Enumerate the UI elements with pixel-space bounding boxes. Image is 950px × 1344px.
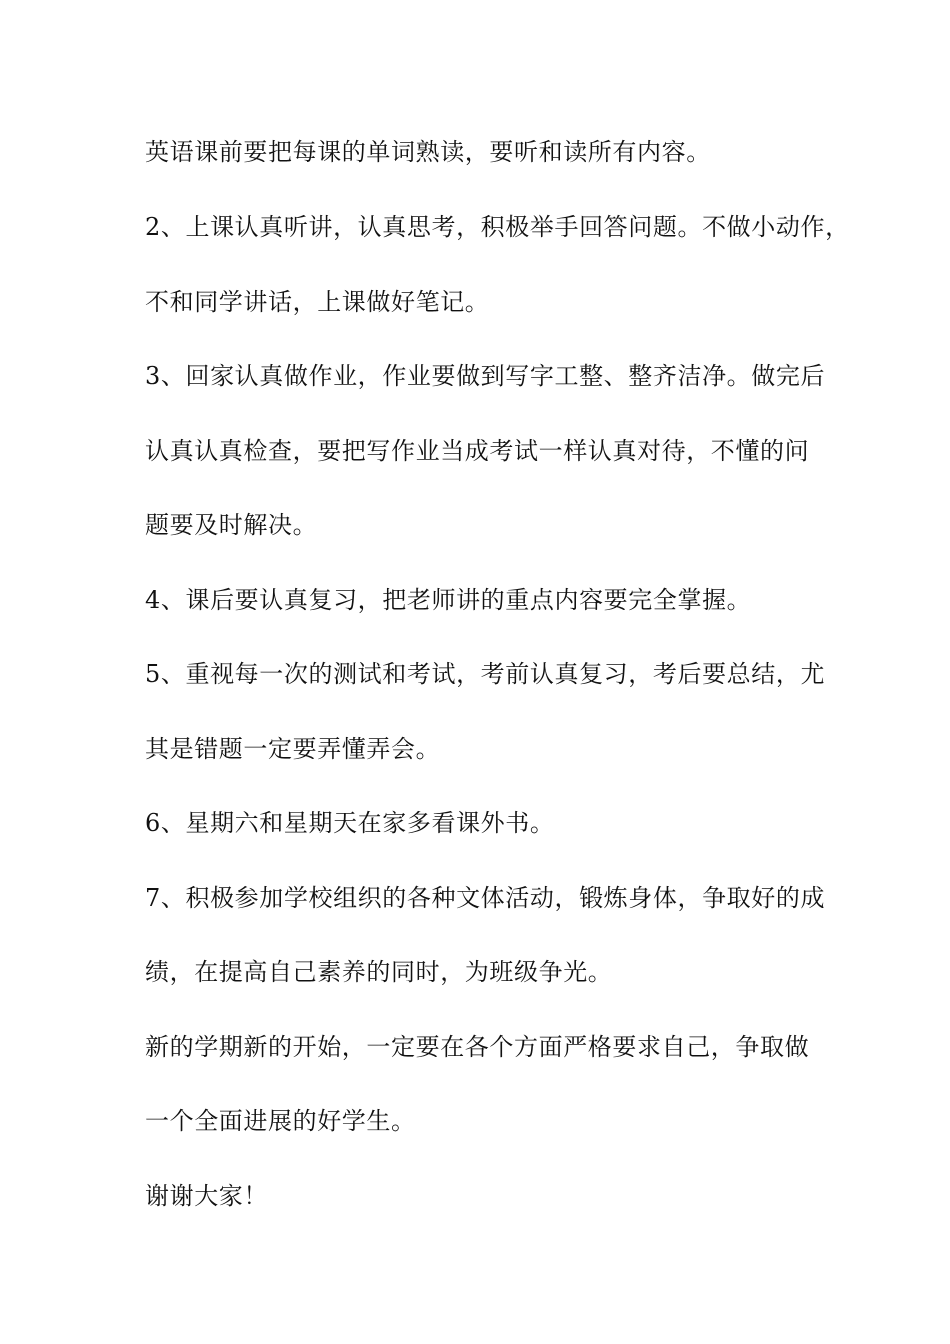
text-line: 7、积极参加学校组织的各种文体活动，锻炼身体，争取好的成 bbox=[145, 884, 826, 912]
text-line: 4、课后要认真复习，把老师讲的重点内容要完全掌握。 bbox=[145, 586, 752, 614]
text-line: 新的学期新的开始，一定要在各个方面严格要求自己，争取做 bbox=[145, 1033, 810, 1061]
text-line: 6、星期六和星期天在家多看课外书。 bbox=[145, 809, 555, 837]
text-line: 题要及时解决。 bbox=[145, 511, 318, 539]
text-line: 不和同学讲话，上课做好笔记。 bbox=[145, 288, 490, 316]
text-line: 英语课前要把每课的单词熟读，要听和读所有内容。 bbox=[145, 138, 711, 166]
text-line: 谢谢大家！ bbox=[145, 1182, 268, 1210]
text-line: 3、回家认真做作业，作业要做到写字工整、整齐洁净。做完后 bbox=[145, 362, 826, 390]
text-line: 一个全面进展的好学生。 bbox=[145, 1107, 416, 1135]
text-line: 2、上课认真听讲，认真思考，积极举手回答问题。不做小动作， bbox=[145, 213, 850, 241]
text-line: 5、重视每一次的测试和考试，考前认真复习，考后要总结，尤 bbox=[145, 660, 826, 688]
text-line: 绩，在提高自己素养的同时，为班级争光。 bbox=[145, 958, 613, 986]
text-line: 认真认真检查，要把写作业当成考试一样认真对待，不懂的问 bbox=[145, 437, 810, 465]
text-line: 其是错题一定要弄懂弄会。 bbox=[145, 735, 441, 763]
